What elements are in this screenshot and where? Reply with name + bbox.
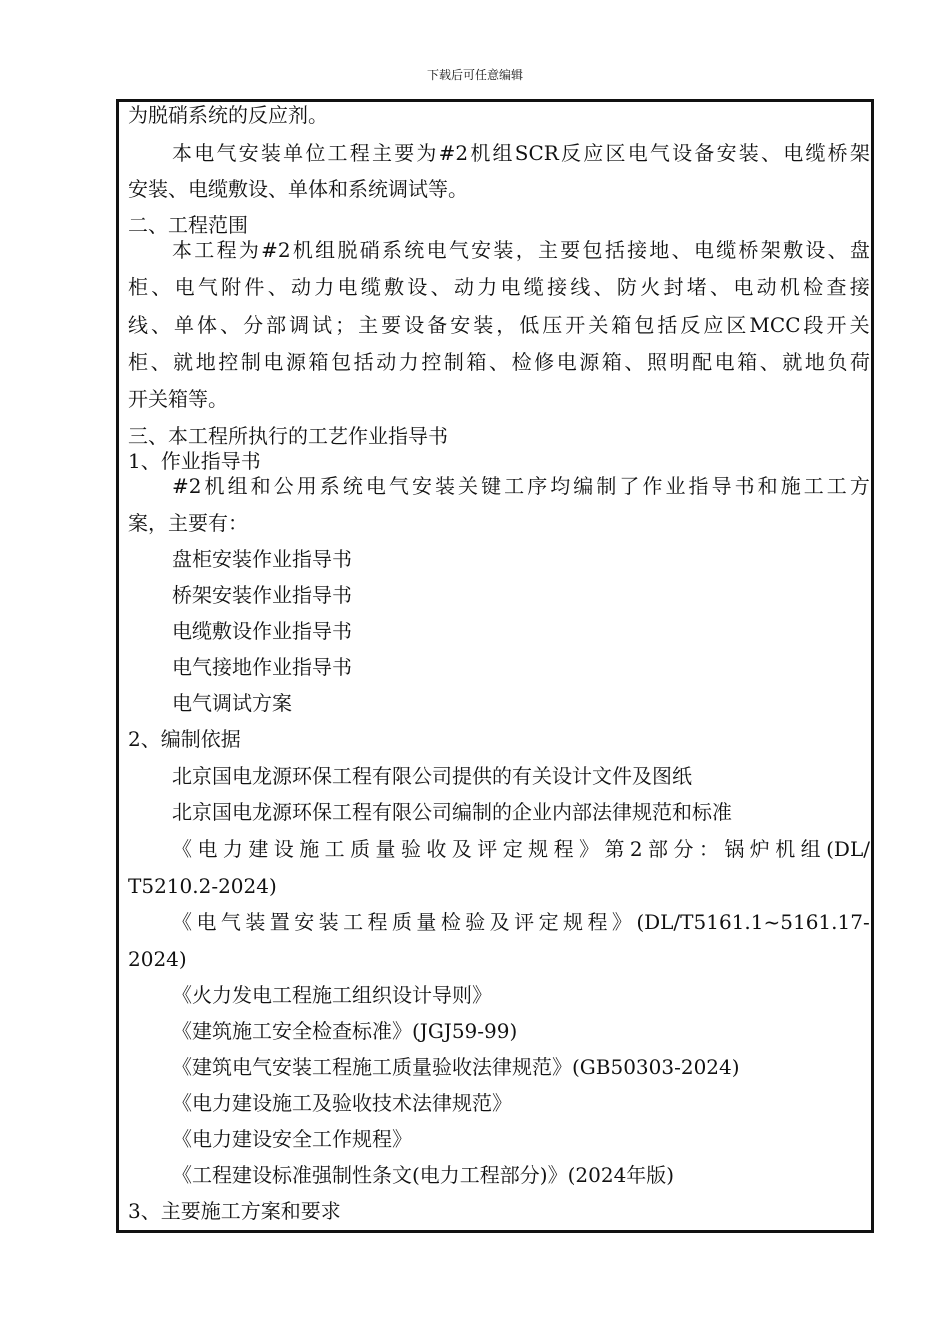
text-line-6: 柜 、 电 气 附 件 、 动 力 电 缆 敷 设 、 动 力 电 缆 接 线 、 防 火 封 堵 、 电 动 机 检 查 接 (128, 275, 870, 299)
subheading-basis: 2、编制依据 (128, 727, 241, 751)
list-item: 《电力建设施工及验收技术法律规范》 (172, 1091, 512, 1115)
header-note: 下载后可任意编辑 (426, 68, 523, 82)
text-line-5: 本 工 程 为 #2 机 组 脱 硝 系 统 电 气 安 装 ， 主 要 包 括 接 地 、 电 缆 桥 架 敷 设 、 盘 (172, 238, 870, 262)
text-line-1: 为脱硝系统的反应剂。 (128, 103, 328, 127)
list-item: 桥架安装作业指导书 (172, 583, 352, 607)
list-item: 北京国电龙源环保工程有限公司提供的有关设计文件及图纸 (172, 764, 692, 788)
list-item: 《火力发电工程施工组织设计导则》 (172, 983, 492, 1007)
text-line-7: 线 、 单 体 、 分 部 调 试 ； 主 要 设 备 安 装 ， 低 压 开 关 箱 包 括 反 应 区 MCC 段 开 关 (128, 313, 870, 337)
list-item: 盘柜安装作业指导书 (172, 547, 352, 571)
text-line-2: 本 电 气 安 装 单 位 工 程 主 要 为 #2 机 组 SCR 反 应 区 电 气 设 备 安 装 、 电 缆 桥 架 (172, 141, 870, 165)
text-line-9: 开关箱等。 (128, 387, 228, 411)
list-item: 北京国电龙源环保工程有限公司编制的企业内部法律规范和标准 (172, 800, 732, 824)
text-line-25: 2024) (128, 947, 187, 971)
list-item: 《建筑施工安全检查标准》(JGJ59-99) (172, 1019, 518, 1043)
text-line-13: 案，主要有： (128, 511, 248, 535)
list-item: 《工程建设标准强制性条文(电力工程部分)》(2024年版) (172, 1163, 675, 1187)
text-line-12: #2 机 组 和 公 用 系 统 电 气 安 装 关 键 工 序 均 编 制 了 作 业 指 导 书 和 施 工 工 方 (172, 474, 870, 498)
text-line-8: 柜 、 就 地 控 制 电 源 箱 包 括 动 力 控 制 箱 、 检 修 电 源 箱 、 照 明 配 电 箱 、 就 地 负 荷 (128, 350, 870, 374)
text-line-3: 安装、电缆敷设、单体和系统调试等。 (128, 177, 468, 201)
list-item: 电缆敷设作业指导书 (172, 619, 352, 643)
text-line-23: T5210.2-2024) (128, 874, 277, 898)
list-item: 《电力建设安全工作规程》 (172, 1127, 412, 1151)
section-heading-scope: 二、工程范围 (128, 213, 248, 237)
list-item: 《 电 力 建 设 施 工 质 量 验 收 及 评 定 规 程 》 第 2 部 分 ： 锅 炉 机 组 (DL/ (172, 837, 870, 861)
list-item: 《 电 气 装 置 安 装 工 程 质 量 检 验 及 评 定 规 程 》 (DL/T5161.1~5161.17- (172, 910, 870, 934)
list-item: 电气调试方案 (172, 691, 292, 715)
subheading-guides: 1、作业指导书 (128, 449, 261, 473)
section-heading-guides: 三、本工程所执行的工艺作业指导书 (128, 424, 448, 448)
subheading-plan: 3、主要施工方案和要求 (128, 1199, 341, 1223)
list-item: 电气接地作业指导书 (172, 655, 352, 679)
list-item: 《建筑电气安装工程施工质量验收法律规范》(GB50303-2024) (172, 1055, 740, 1079)
